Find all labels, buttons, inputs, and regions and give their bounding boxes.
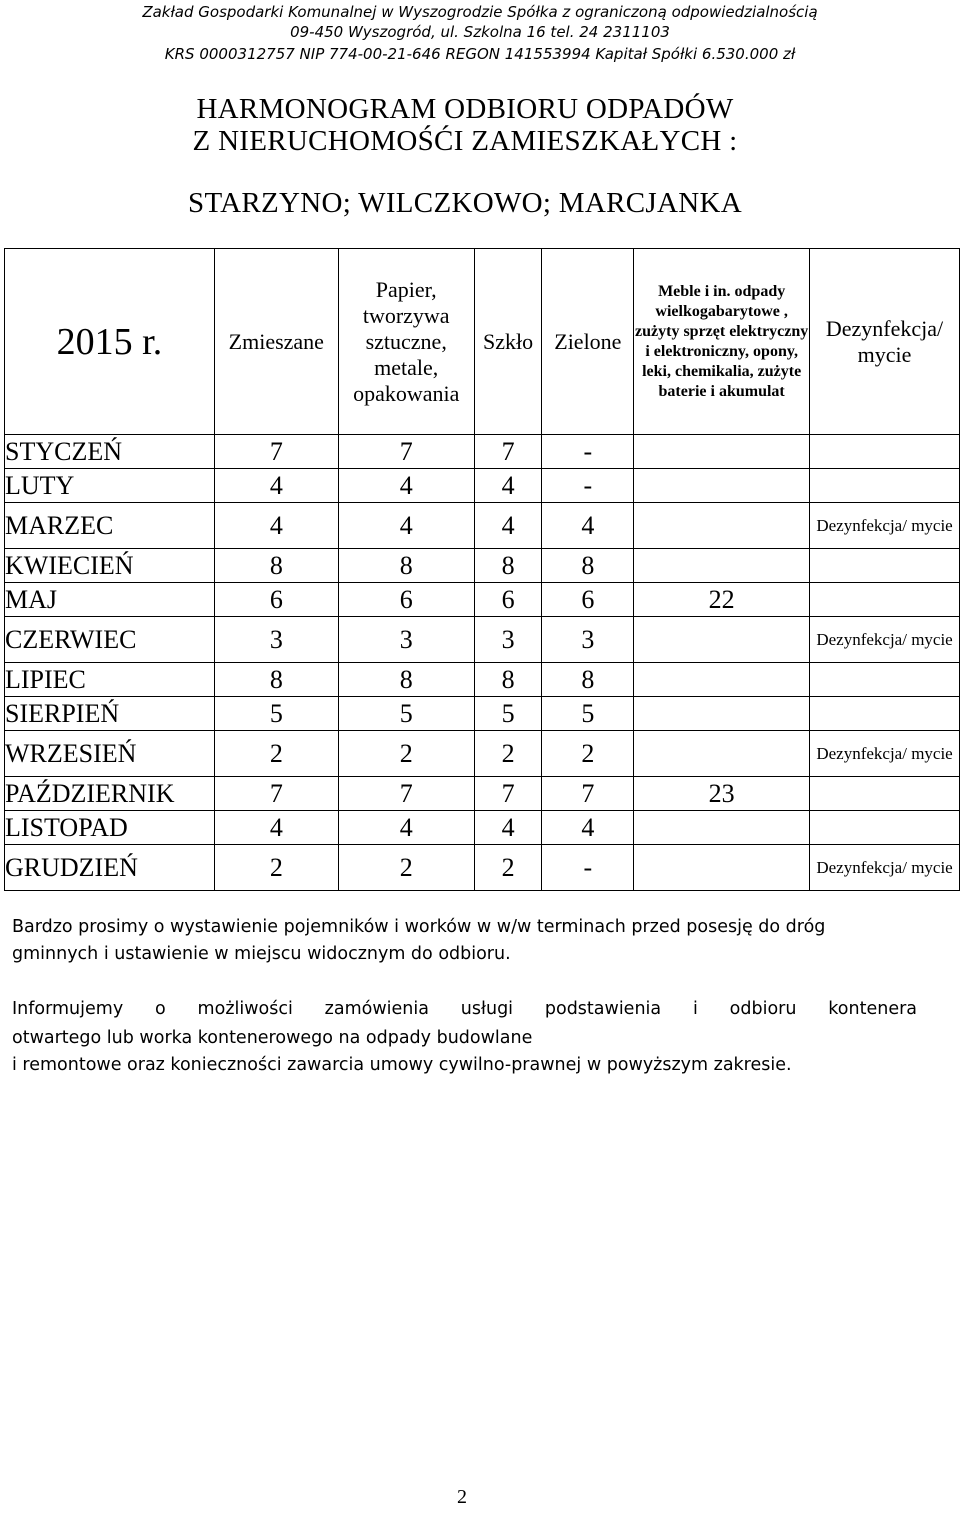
disinfection-cell — [810, 549, 960, 583]
month-cell: CZERWIEC — [5, 617, 215, 663]
disinfection-cell — [810, 777, 960, 811]
glass-date: 2 — [474, 731, 542, 777]
info-line-3: i remontowe oraz konieczności zawarcia umowy cywilno-prawnej w powyższym zakresie. — [12, 1055, 792, 1075]
localities: STARZYNO; WILCZKOWO; MARCJANKA — [188, 187, 742, 219]
paper-date: 4 — [338, 811, 474, 845]
disinfection-cell — [810, 697, 960, 731]
paper-date: 7 — [338, 777, 474, 811]
paper-date: 8 — [338, 663, 474, 697]
table-row — [5, 811, 960, 845]
disinfection-cell: Dezynfekcja/ mycie — [810, 731, 960, 777]
company-address: 09-450 Wyszogród, ul. Szkolna 16 tel. 24 2311103 — [290, 23, 670, 41]
mixed-date: 7 — [214, 777, 338, 811]
table-row — [5, 663, 960, 697]
disinfection-cell — [810, 663, 960, 697]
green-date: 8 — [542, 549, 634, 583]
disinfection-cell: Dezynfekcja/ mycie — [810, 845, 960, 891]
mixed-date: 4 — [214, 811, 338, 845]
disinfection-cell — [810, 469, 960, 503]
table-row — [5, 777, 960, 811]
green-date: 3 — [542, 617, 634, 663]
glass-date: 7 — [474, 435, 542, 469]
green-date: 8 — [542, 663, 634, 697]
green-date: 2 — [542, 731, 634, 777]
green-date: 6 — [542, 583, 634, 617]
glass-date: 3 — [474, 617, 542, 663]
notice-paragraph: Bardzo prosimy o wystawienie pojemników i worków w w/w terminach przed posesję do dróg gminnych i ustawienie w miejscu widocznym do odbioru. — [12, 917, 826, 964]
bulky-date — [634, 811, 810, 845]
column-header-paper: Papier, tworzywa sztuczne, metale, opakowania — [338, 249, 474, 435]
bulky-date — [634, 435, 810, 469]
mixed-date: 4 — [214, 503, 338, 549]
paper-date: 3 — [338, 617, 474, 663]
glass-date: 6 — [474, 583, 542, 617]
mixed-date: 4 — [214, 469, 338, 503]
bulky-date: 22 — [634, 583, 810, 617]
mixed-date: 7 — [214, 435, 338, 469]
disinfection-cell: Dezynfekcja/ mycie — [810, 617, 960, 663]
month-cell: MAJ — [5, 583, 215, 617]
disinfection-cell: Dezynfekcja/ mycie — [810, 503, 960, 549]
glass-date: 8 — [474, 663, 542, 697]
mixed-date: 5 — [214, 697, 338, 731]
column-header-bulky: Meble i in. odpady wielkogabarytowe , zużyty sprzęt elektryczny i elektroniczny, opony, leki, chemikalia, zużyte baterie i akumulat — [634, 249, 810, 435]
bulky-date: 23 — [634, 777, 810, 811]
green-date: - — [542, 469, 634, 503]
paper-date: 6 — [338, 583, 474, 617]
mixed-date: 2 — [214, 845, 338, 891]
mixed-date: 2 — [214, 731, 338, 777]
glass-date: 2 — [474, 845, 542, 891]
paper-date: 5 — [338, 697, 474, 731]
glass-date: 4 — [474, 811, 542, 845]
bulky-date — [634, 663, 810, 697]
schedule-title: HARMONOGRAM ODBIORU ODPADÓW — [196, 93, 734, 125]
month-cell: SIERPIEŃ — [5, 697, 215, 731]
year-label: 2015 r. — [5, 249, 215, 435]
table-row — [5, 845, 960, 891]
month-cell: STYCZEŃ — [5, 435, 215, 469]
month-cell: LUTY — [5, 469, 215, 503]
green-date: - — [542, 435, 634, 469]
green-date: 5 — [542, 697, 634, 731]
disinfection-cell — [810, 811, 960, 845]
table-row — [5, 583, 960, 617]
table-header-row — [5, 249, 960, 435]
glass-date: 8 — [474, 549, 542, 583]
bulky-date — [634, 469, 810, 503]
table-row — [5, 503, 960, 549]
paper-date: 2 — [338, 845, 474, 891]
paper-date: 4 — [338, 503, 474, 549]
green-date: 4 — [542, 811, 634, 845]
info-line-2: otwartego lub worka kontenerowego na odpady budowlane — [12, 1028, 533, 1048]
bulky-date — [634, 617, 810, 663]
month-cell: PAŹDZIERNIK — [5, 777, 215, 811]
table-row — [5, 435, 960, 469]
green-date: 7 — [542, 777, 634, 811]
month-cell: LIPIEC — [5, 663, 215, 697]
page-number: 2 — [457, 1486, 467, 1508]
glass-date: 4 — [474, 469, 542, 503]
disinfection-cell — [810, 583, 960, 617]
mixed-date: 3 — [214, 617, 338, 663]
column-header-green: Zielone — [542, 249, 634, 435]
month-cell: MARZEC — [5, 503, 215, 549]
bulky-date — [634, 503, 810, 549]
table-row — [5, 469, 960, 503]
paper-date: 8 — [338, 549, 474, 583]
glass-date: 5 — [474, 697, 542, 731]
table-row — [5, 617, 960, 663]
bulky-date — [634, 731, 810, 777]
month-cell: LISTOPAD — [5, 811, 215, 845]
table-row — [5, 549, 960, 583]
mixed-date: 8 — [214, 549, 338, 583]
collection-schedule-table — [4, 248, 960, 891]
glass-date: 4 — [474, 503, 542, 549]
paper-date: 2 — [338, 731, 474, 777]
disinfection-cell — [810, 435, 960, 469]
green-date: - — [542, 845, 634, 891]
column-header-glass: Szkło — [474, 249, 542, 435]
company-name: Zakład Gospodarki Komunalnej w Wyszogrodzie Spółka z ograniczoną odpowiedzialnością — [142, 3, 818, 21]
bulky-date — [634, 845, 810, 891]
month-cell: KWIECIEŃ — [5, 549, 215, 583]
paper-date: 4 — [338, 469, 474, 503]
month-cell: GRUDZIEŃ — [5, 845, 215, 891]
bulky-date — [634, 697, 810, 731]
table-row — [5, 697, 960, 731]
glass-date: 7 — [474, 777, 542, 811]
month-cell: WRZESIEŃ — [5, 731, 215, 777]
column-header-disinfection: Dezynfekcja/ mycie — [810, 249, 960, 435]
mixed-date: 6 — [214, 583, 338, 617]
bulky-date — [634, 549, 810, 583]
schedule-subtitle: Z NIERUCHOMOŚĆI ZAMIESZKAŁYCH : — [192, 125, 738, 157]
info-line-1: Informujemy o możliwości zamówienia usługi podstawienia i odbioru kontenera — [12, 999, 917, 1019]
column-header-mixed: Zmieszane — [214, 249, 338, 435]
company-registry: KRS 0000312757 NIP 774-00-21-646 REGON 141553994 Kapitał Spółki 6.530.000 zł — [164, 45, 796, 63]
mixed-date: 8 — [214, 663, 338, 697]
table-row — [5, 731, 960, 777]
green-date: 4 — [542, 503, 634, 549]
paper-date: 7 — [338, 435, 474, 469]
